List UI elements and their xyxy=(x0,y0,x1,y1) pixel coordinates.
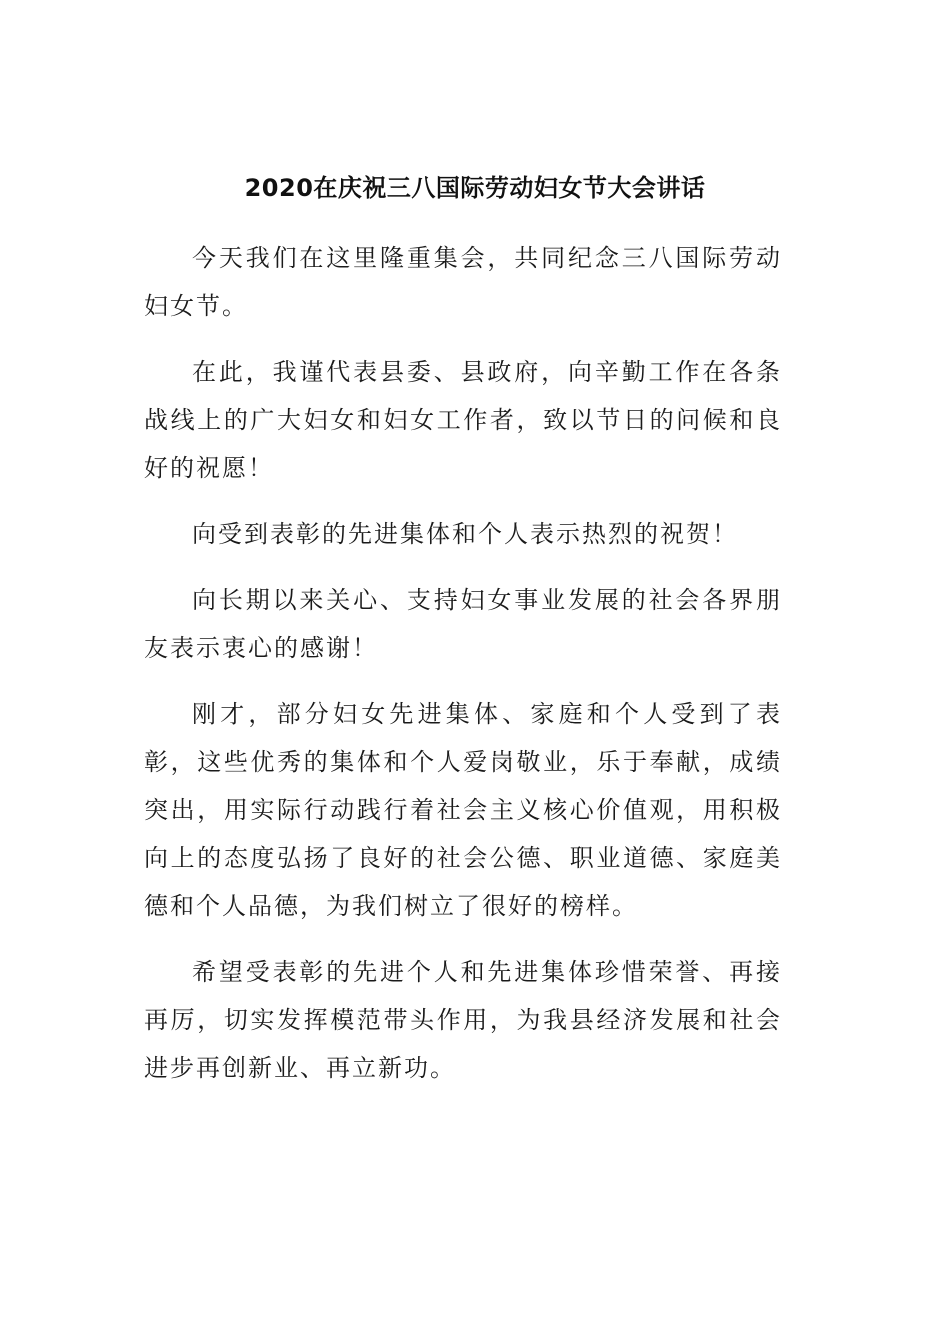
paragraph-5: 刚才，部分妇女先进集体、家庭和个人受到了表彰，这些优秀的集体和个人爱岗敬业，乐于奉献，成绩突出，用实际行动践行着社会主义核心价值观，用积极向上的态度弘扬了良好的社会公德、职业道德、家庭美德和个人品德，为我们树立了很好的榜样。 xyxy=(144,700,782,920)
document-body xyxy=(144,234,782,1110)
document-title: 2020在庆祝三八国际劳动妇女节大会讲话 xyxy=(244,174,706,202)
paragraph-6: 希望受表彰的先进个人和先进集体珍惜荣誉、再接再厉，切实发挥模范带头作用，为我县经济发展和社会进步再创新业、再立新功。 xyxy=(144,958,782,1082)
paragraph-1: 今天我们在这里隆重集会，共同纪念三八国际劳动妇女节。 xyxy=(144,244,782,320)
paragraph-2: 在此，我谨代表县委、县政府，向辛勤工作在各条战线上的广大妇女和妇女工作者，致以节日的问候和良好的祝愿！ xyxy=(144,358,782,482)
paragraph-4: 向长期以来关心、支持妇女事业发展的社会各界朋友表示衷心的感谢！ xyxy=(144,586,782,662)
paragraph-3: 向受到表彰的先进集体和个人表示热烈的祝贺！ xyxy=(192,520,738,548)
